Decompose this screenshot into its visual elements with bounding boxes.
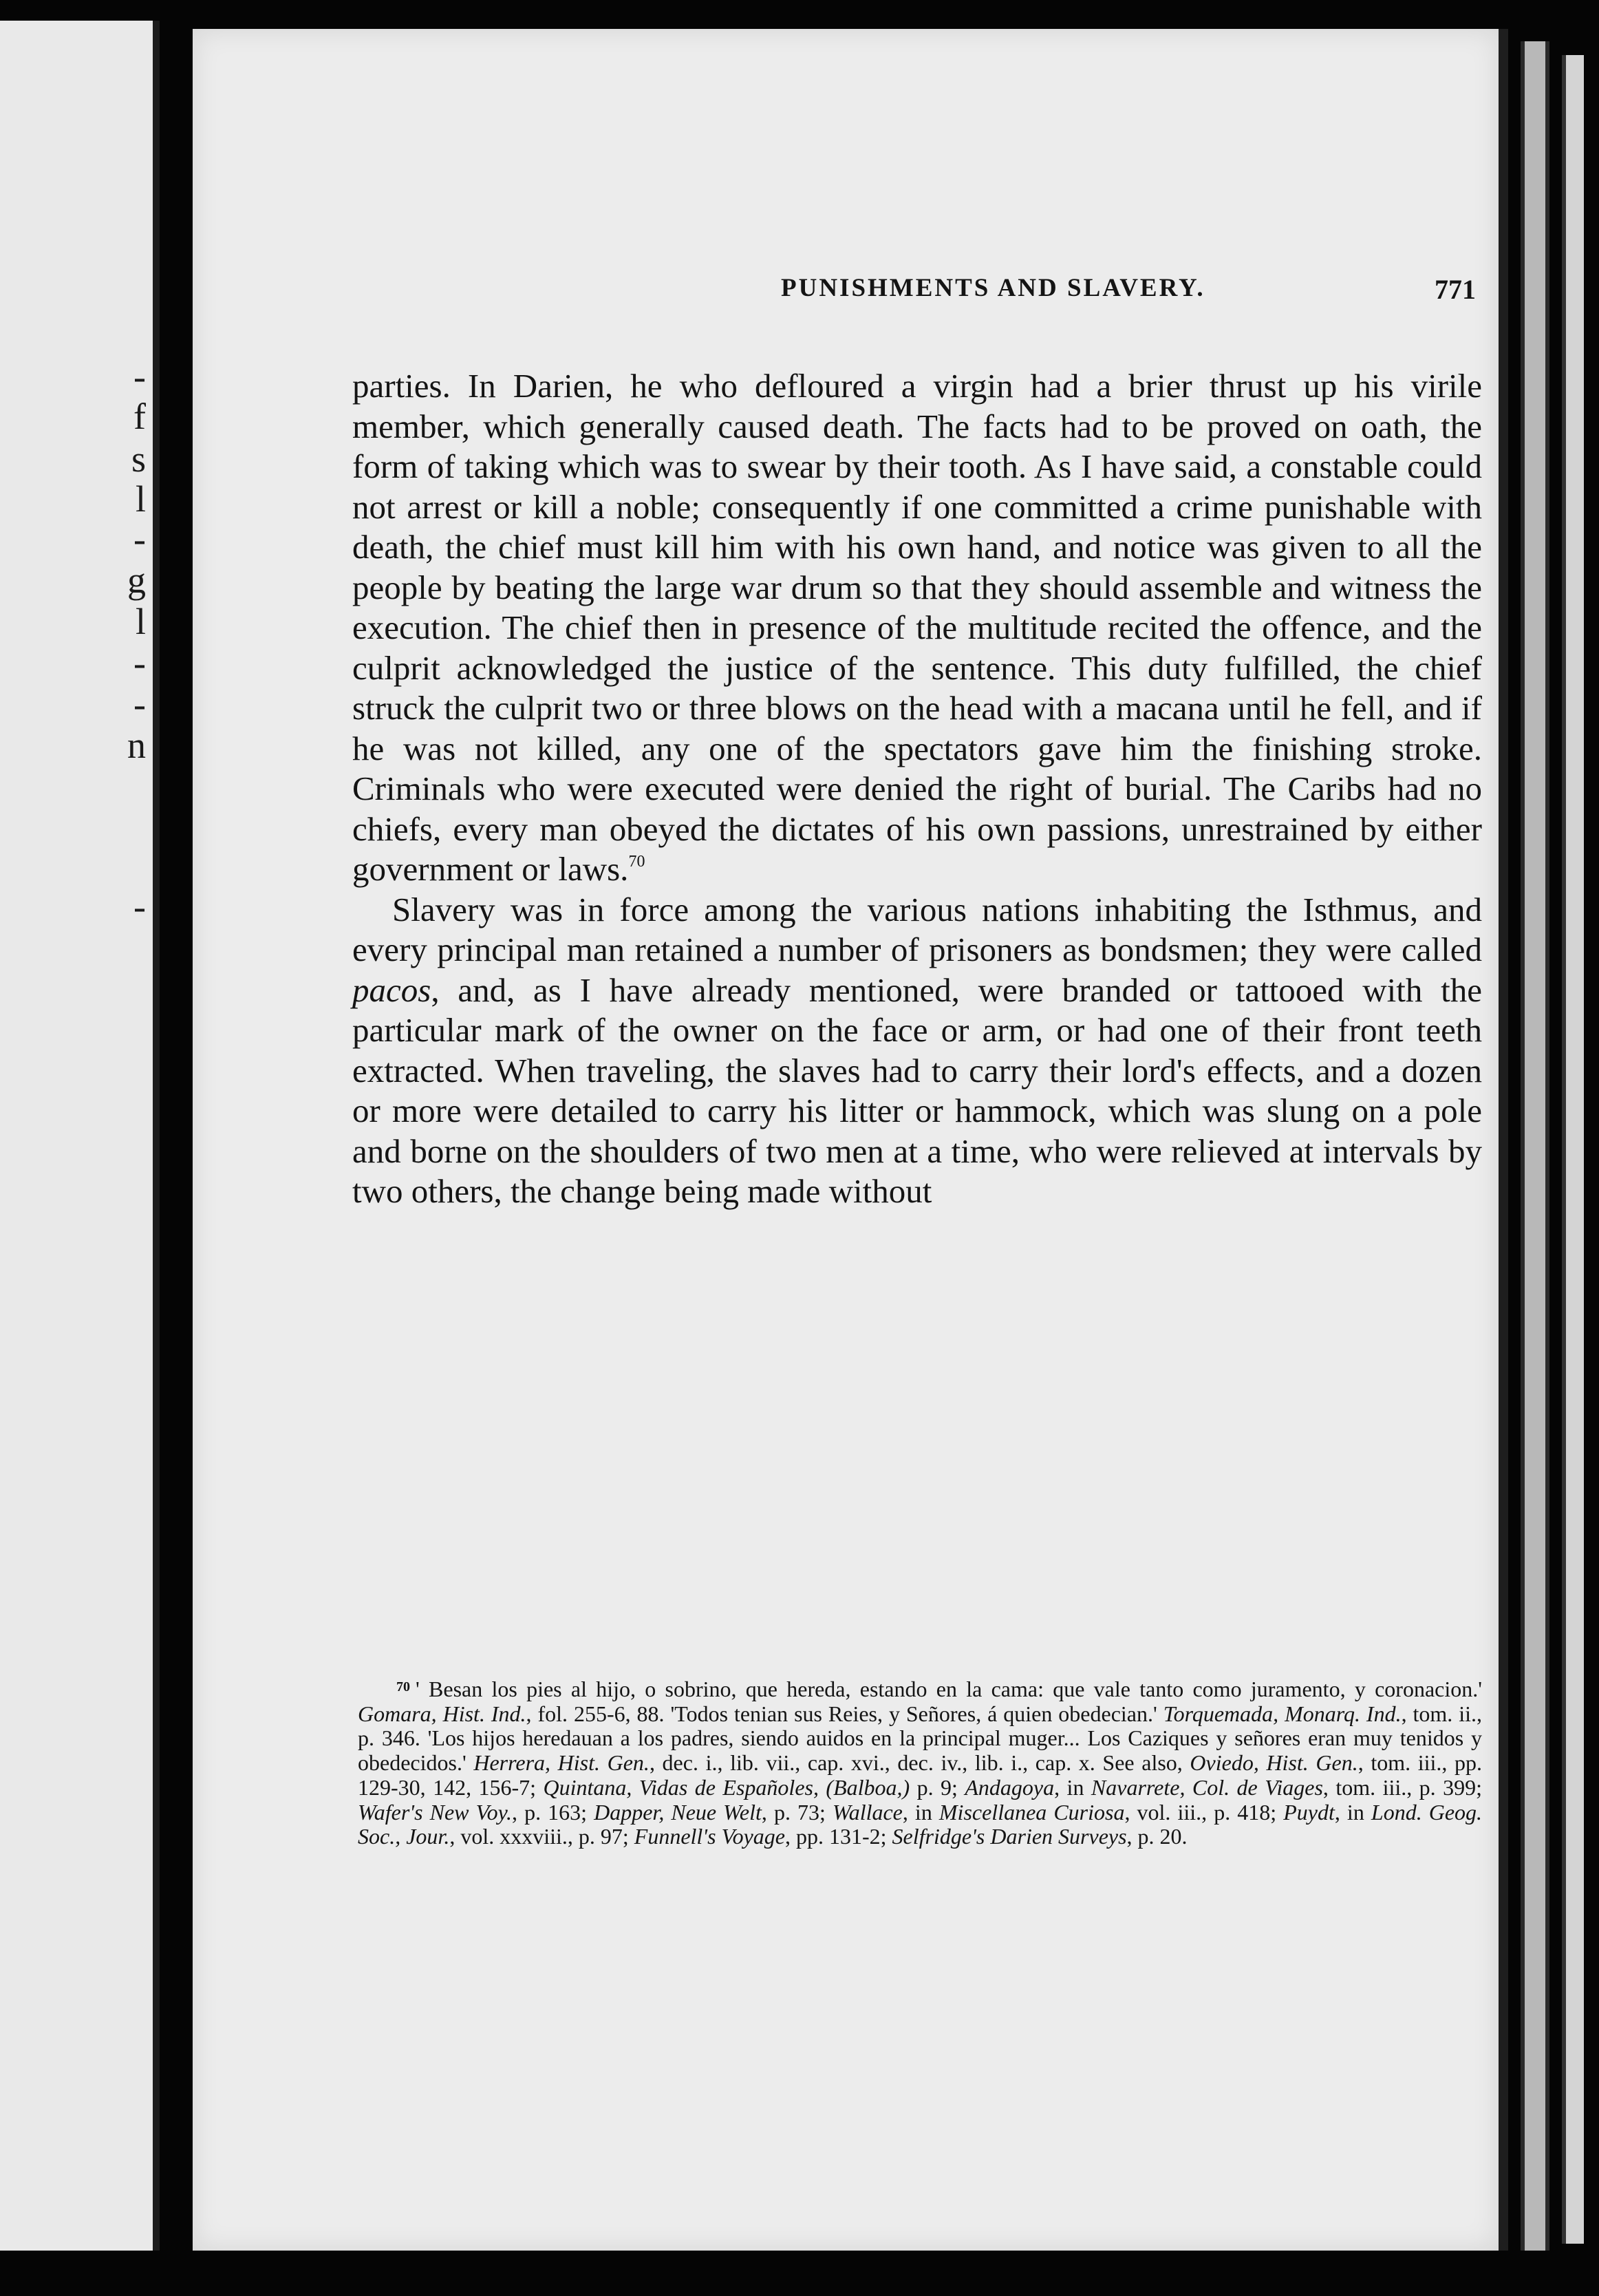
facing-page-edge [0, 21, 160, 2251]
citation-title: Navarrete, Col. de Viages [1091, 1774, 1323, 1800]
edge-glyph: g [127, 560, 146, 601]
edge-glyph: - [133, 886, 146, 927]
footnote-text: , tom. iii., pp. 129-30, 142, 156-7; [358, 1750, 1483, 1800]
paragraph [352, 890, 1482, 1212]
edge-glyph: n [127, 725, 146, 766]
footnote-text: , vol. xxxviii., p. 97; [449, 1824, 634, 1849]
citation-title: Lond. Geog. Soc., Jour. [358, 1799, 1483, 1849]
edge-glyph: - [133, 518, 146, 560]
footnotes [358, 1675, 1482, 1849]
footnote-text: , dec. i., lib. vii., cap. xvi., dec. iv., lib. i., cap. x. See also, [649, 1750, 1190, 1776]
citation-title: Torquemada, Monarq. Ind. [1163, 1701, 1402, 1726]
footnote-text: , in [1334, 1799, 1371, 1825]
citation-title: Gomara, Hist. Ind. [358, 1701, 526, 1726]
citation-title: Selfridge's Darien Surveys [892, 1824, 1127, 1849]
edge-glyph: f [133, 396, 146, 437]
paragraph-text: parties. In Darien, he who defloured a virgin had a brier thrust up his virile member, which generally caused death. The facts had to be proved on oath, the form of taking which was to swear by their tooth. As I have said, a constable could not arrest or kill a noble; consequently if one committed a crime punishable with death, the chief must kill him with his own hand, and notice was given to all the people by beating the large war drum so that they should assemble and witness the execution. The chief then in presence of the multitude recited the offence, and the culprit acknowledged the justice of the sentence. This duty fulfilled, the chief struck the culprit two or three blows on the head with a macana until he fell, and if he was not killed, any one of the spectators gave him the finishing stroke. Criminals who were executed were denied the right of burial. The Caribs had no chiefs, every man obeyed the dictates of his own passions, unrestrained by either government or laws. [352, 367, 1482, 888]
book-page [193, 29, 1508, 2251]
footnote-text: ' Besan los pies al hijo, o sobrino, que hereda, estando en la cama: que vale tanto como juramento, y coronacion.' [416, 1677, 1482, 1701]
footnote-text: p. 9; [910, 1774, 965, 1800]
citation-title: Herrera, Hist. Gen. [473, 1750, 650, 1776]
footnote-text: , vol. iii., p. 418; [1124, 1799, 1284, 1825]
edge-glyph: - [133, 356, 146, 397]
italic-term: pacos [352, 970, 431, 1009]
edge-glyph: - [133, 642, 146, 683]
footnote-text: , tom. iii., p. 399; [1322, 1774, 1483, 1800]
footnote-text: , pp. 131-2; [785, 1824, 892, 1849]
page-number: 771 [1435, 274, 1476, 305]
footnote-text: , in [902, 1799, 939, 1825]
footnote [358, 1675, 1482, 1849]
footnote-text: , fol. 255-6, 88. 'Todos tenian sus Reies, y Señores, á quien obedecian.' [526, 1701, 1163, 1726]
citation-title: Oviedo, Hist. Gen. [1190, 1750, 1358, 1776]
edge-glyph: - [133, 683, 146, 725]
edge-glyph: l [135, 601, 146, 642]
paragraph-text: Slavery was in force among the various nations inhabiting the Isthmus, and every principal man retained a number of prisoners as bondsmen; they were called [352, 890, 1482, 968]
citation-title: Miscellanea Curiosa [938, 1799, 1125, 1825]
book-edge [1521, 41, 1549, 2251]
citation-title: Wallace [832, 1799, 903, 1825]
book-edge-outer [1562, 55, 1584, 2244]
footnote-ref: 70 [628, 853, 645, 871]
footnote-text: , tom. ii., p. 346. 'Los hijos heredauan a los padres, siendo auidos en la principal muger... Los Caziques y señores eran muy tenidos y obedecidos.' [358, 1701, 1483, 1776]
citation-title: Quintana, Vidas de Españoles, (Balboa,) [543, 1774, 910, 1800]
citation-title: Puydt [1283, 1799, 1335, 1825]
running-head: PUNISHMENTS AND SLAVERY. [781, 274, 1205, 302]
footnote-text: , p. 163; [512, 1799, 594, 1825]
footnote-text: , in [1054, 1774, 1091, 1800]
footnote-text: , p. 73; [761, 1799, 833, 1825]
footnote-number: 70 [396, 1679, 410, 1694]
paragraph [352, 366, 1482, 890]
citation-title: Funnell's Voyage [634, 1824, 785, 1849]
edge-glyph: s [131, 438, 146, 480]
footnote-text: , p. 20. [1126, 1824, 1188, 1849]
paragraph-text: , and, as I have already mentioned, were branded or tattooed with the particular mark of the owner on the face or arm, or had one of their front teeth extracted. When traveling, the slaves had to carry their lord's effects, and a dozen or more were detailed to carry his litter or hammock, which was slung on a pole and borne on the shoulders of two men at a time, who were relieved at intervals by two others, the change being made without [352, 970, 1482, 1210]
page-header [344, 273, 1476, 315]
citation-title: Dapper, Neue Welt [594, 1799, 762, 1825]
citation-title: Andagoya [965, 1774, 1055, 1800]
edge-glyph: l [135, 478, 146, 520]
body-text [352, 366, 1482, 1212]
citation-title: Wafer's New Voy. [358, 1799, 513, 1825]
